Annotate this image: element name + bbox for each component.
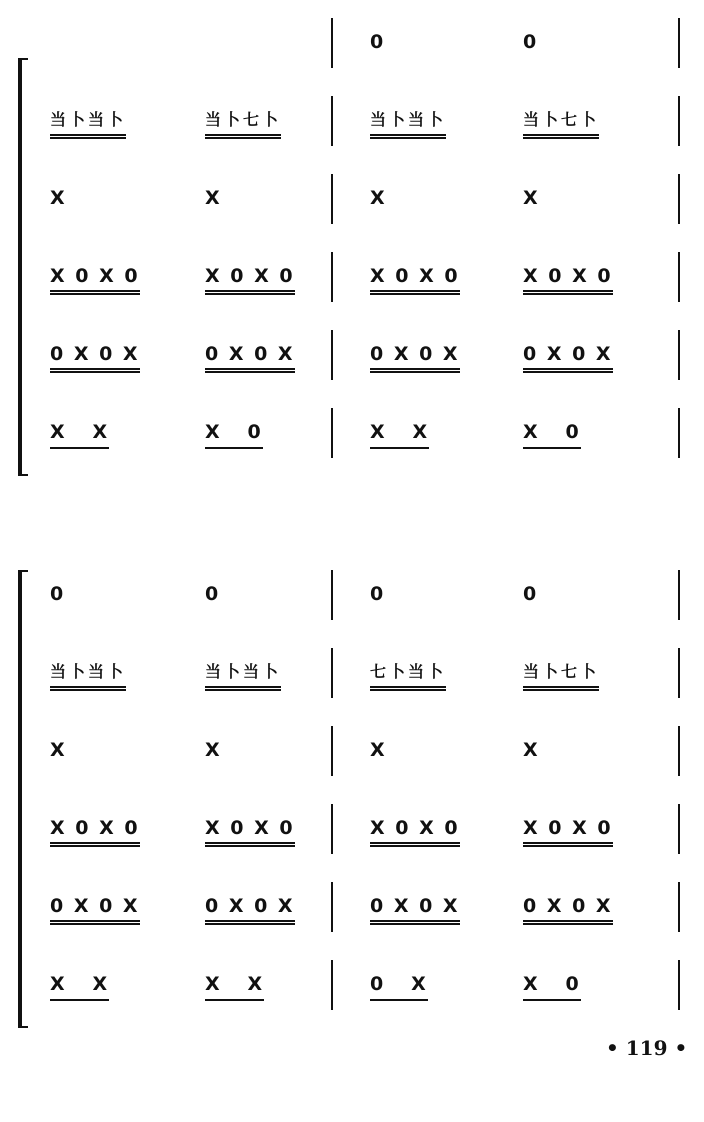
rhythm-cell: X 0 <box>205 420 263 449</box>
instrument-row <box>0 972 704 1022</box>
rhythm-cell: 当卜当卜 <box>50 660 126 691</box>
rhythm-cell: 当卜七卜 <box>205 108 281 139</box>
rhythm-cell: 0 <box>370 583 386 605</box>
rhythm-cell: X 0 X 0 <box>370 816 460 847</box>
instrument-row <box>0 30 704 80</box>
rhythm-cell: 0 <box>523 31 539 53</box>
instrument-row <box>0 420 704 470</box>
system-bracket <box>18 570 28 1028</box>
rhythm-cell: 0 <box>523 583 539 605</box>
instrument-row <box>0 342 704 392</box>
page-number: • 119 • <box>606 1036 688 1060</box>
rhythm-cell: X <box>50 187 67 209</box>
rhythm-cell: X 0 X 0 <box>205 816 295 847</box>
rhythm-cell: X 0 <box>523 420 581 449</box>
rhythm-cell: 当卜七卜 <box>523 108 599 139</box>
instrument-row <box>0 894 704 944</box>
rhythm-cell: X <box>523 739 540 761</box>
rhythm-cell: 0 <box>205 583 221 605</box>
rhythm-cell: X 0 X 0 <box>523 816 613 847</box>
rhythm-cell: 0 X 0 X <box>50 342 140 373</box>
rhythm-cell: X X <box>50 972 109 1001</box>
rhythm-cell: X <box>523 187 540 209</box>
rhythm-cell: X 0 X 0 <box>523 264 613 295</box>
rhythm-cell: 0 X 0 X <box>523 342 613 373</box>
rhythm-cell: 当卜七卜 <box>523 660 599 691</box>
rhythm-cell: 当卜当卜 <box>370 108 446 139</box>
rhythm-cell: X <box>370 187 387 209</box>
rhythm-cell: 0 X 0 X <box>523 894 613 925</box>
rhythm-cell: X <box>50 739 67 761</box>
instrument-row <box>0 264 704 314</box>
rhythm-cell: X <box>370 739 387 761</box>
rhythm-cell: 0 X 0 X <box>370 342 460 373</box>
rhythm-cell: 当卜当卜 <box>50 108 126 139</box>
rhythm-cell: 0 X 0 X <box>205 894 295 925</box>
rhythm-cell: 0 X <box>370 972 428 1001</box>
rhythm-cell: 七卜当卜 <box>370 660 446 691</box>
score-system-1 <box>0 18 704 476</box>
instrument-row <box>0 108 704 158</box>
rhythm-cell: X X <box>50 420 109 449</box>
rhythm-cell: X 0 <box>523 972 581 1001</box>
instrument-row <box>0 660 704 710</box>
instrument-row <box>0 582 704 632</box>
rhythm-cell: X X <box>370 420 429 449</box>
instrument-row <box>0 186 704 236</box>
rhythm-cell: X 0 X 0 <box>205 264 295 295</box>
rhythm-cell: X <box>205 187 222 209</box>
rhythm-cell: X X <box>205 972 264 1001</box>
score-system-2 <box>0 570 704 1028</box>
rhythm-cell: 0 <box>370 31 386 53</box>
rhythm-cell: 当卜当卜 <box>205 660 281 691</box>
rhythm-cell: 0 X 0 X <box>50 894 140 925</box>
rhythm-cell: X 0 X 0 <box>50 264 140 295</box>
rhythm-cell: X 0 X 0 <box>50 816 140 847</box>
instrument-row <box>0 738 704 788</box>
rhythm-cell: 0 X 0 X <box>205 342 295 373</box>
rhythm-cell: X <box>205 739 222 761</box>
rhythm-cell: X 0 X 0 <box>370 264 460 295</box>
rhythm-cell: 0 X 0 X <box>370 894 460 925</box>
rhythm-cell: 0 <box>50 583 66 605</box>
instrument-row <box>0 816 704 866</box>
